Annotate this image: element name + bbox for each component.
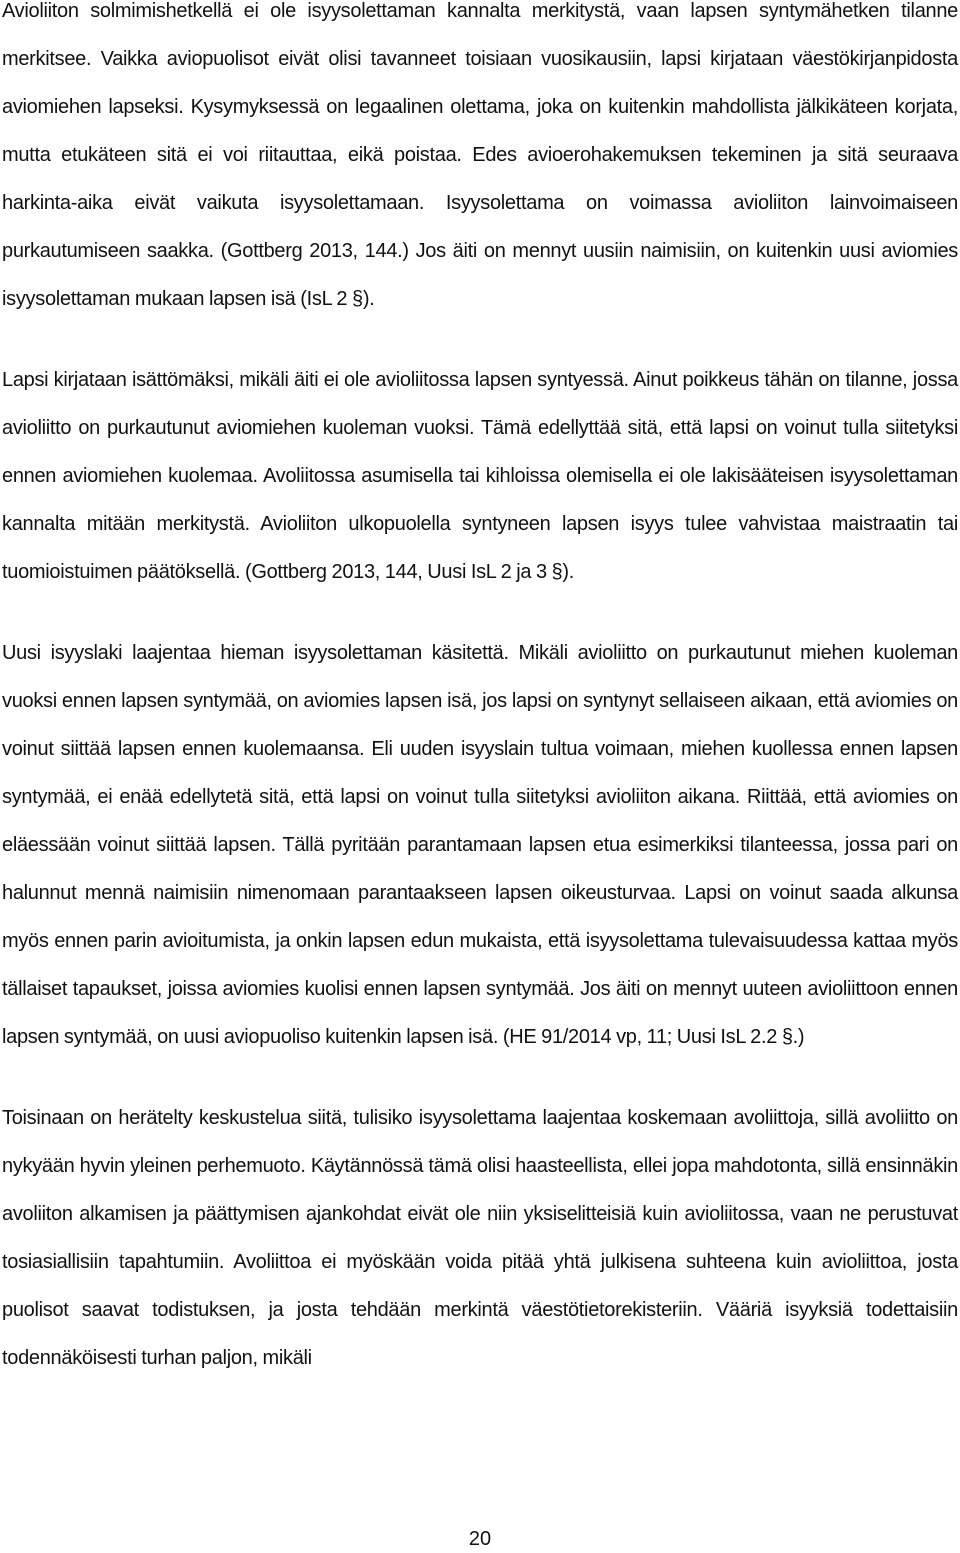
- paragraph-2: Lapsi kirjataan isättömäksi, mikäli äiti ei ole avioliitossa lapsen syntyessä. Ainut poikkeus tähän on tilanne, jossa avioliitto on purkautunut aviomiehen kuoleman vuoksi. Tämä edellyttää sitä, että lapsi on voinut tulla siitetyksi ennen aviomiehen kuolemaa. Avoliitossa asumisella tai kihloissa olemisella ei ole lakisääteisen isyysolettaman kannalta mitään merkitystä. Avioliiton ulkopuolella syntyneen lapsen isyys tulee vahvistaa maistraatin tai tuomioistuimen päätöksellä. (Gottberg 2013, 144, Uusi IsL 2 ja 3 §).: [2, 369, 958, 583]
- document-body: [2, 0, 958, 1382]
- paragraph-1: Avioliiton solmimishetkellä ei ole isyysolettaman kannalta merkitystä, vaan lapsen syntymähetken tilanne merkitsee. Vaikka aviopuolisot eivät olisi tavanneet toisiaan vuosikausiin, lapsi kirjataan väestökirjanpidosta aviomiehen lapseksi. Kysymyksessä on legaalinen olettama, joka on kuitenkin mahdollista jälkikäteen korjata, mutta etukäteen sitä ei voi riitauttaa, eikä poistaa. Edes avioerohakemuksen tekeminen ja sitä seuraava harkinta-aika eivät vaikuta isyysolettamaan. Isyysolettama on voimassa avioliiton lainvoimaiseen purkautumiseen saakka. (Gottberg 2013, 144.) Jos äiti on mennyt uusiin naimisiin, on kuitenkin uusi aviomies isyysolettaman mukaan lapsen isä (IsL 2 §).: [2, 0, 958, 310]
- paragraph-3: Uusi isyyslaki laajentaa hieman isyysolettaman käsitettä. Mikäli avioliitto on purkautunut miehen kuoleman vuoksi ennen lapsen syntymää, on aviomies lapsen isä, jos lapsi on syntynyt sellaiseen aikaan, että aviomies on voinut siittää lapsen ennen kuolemaansa. Eli uuden isyyslain tultua voimaan, miehen kuollessa ennen lapsen syntymää, ei enää edellytetä sitä, että lapsi on voinut tulla siitetyksi avioliiton aikana. Riittää, että aviomies on eläessään voinut siittää lapsen. Tällä pyritään parantamaan lapsen etua esimerkiksi tilanteessa, jossa pari on halunnut mennä naimisiin nimenomaan parantaakseen lapsen oikeusturvaa. Lapsi on voinut saada alkunsa myös ennen parin avioitumista, ja onkin lapsen edun mukaista, että isyysolettama tulevaisuudessa kattaa myös tällaiset tapaukset, joissa aviomies kuolisi ennen lapsen syntymää. Jos äiti on mennyt uuteen avioliittoon ennen lapsen syntymää, on uusi aviopuoliso kuitenkin lapsen isä. (HE 91/2014 vp, 11; Uusi IsL 2.2 §.): [2, 642, 958, 1048]
- page-number: 20: [468, 1528, 492, 1550]
- paragraph-4: Toisinaan on herätelty keskustelua siitä, tulisiko isyysolettama laajentaa koskemaan avoliittoja, sillä avoliitto on nykyään hyvin yleinen perhemuoto. Käytännössä tämä olisi haasteellista, ellei jopa mahdotonta, sillä ensinnäkin avoliiton alkamisen ja päättymisen ajankohdat eivät ole niin yksiselitteisiä kuin avioliitossa, vaan ne perustuvat tosiasiallisiin tapahtumiin. Avoliittoa ei myöskään voida pitää yhtä julkisena suhteena kuin avioliittoa, josta puolisot saavat todistuksen, ja josta tehdään merkintä väestötietorekisteriin. Vääriä isyyksiä todettaisiin todennäköisesti turhan paljon, mikäli: [2, 1107, 958, 1369]
